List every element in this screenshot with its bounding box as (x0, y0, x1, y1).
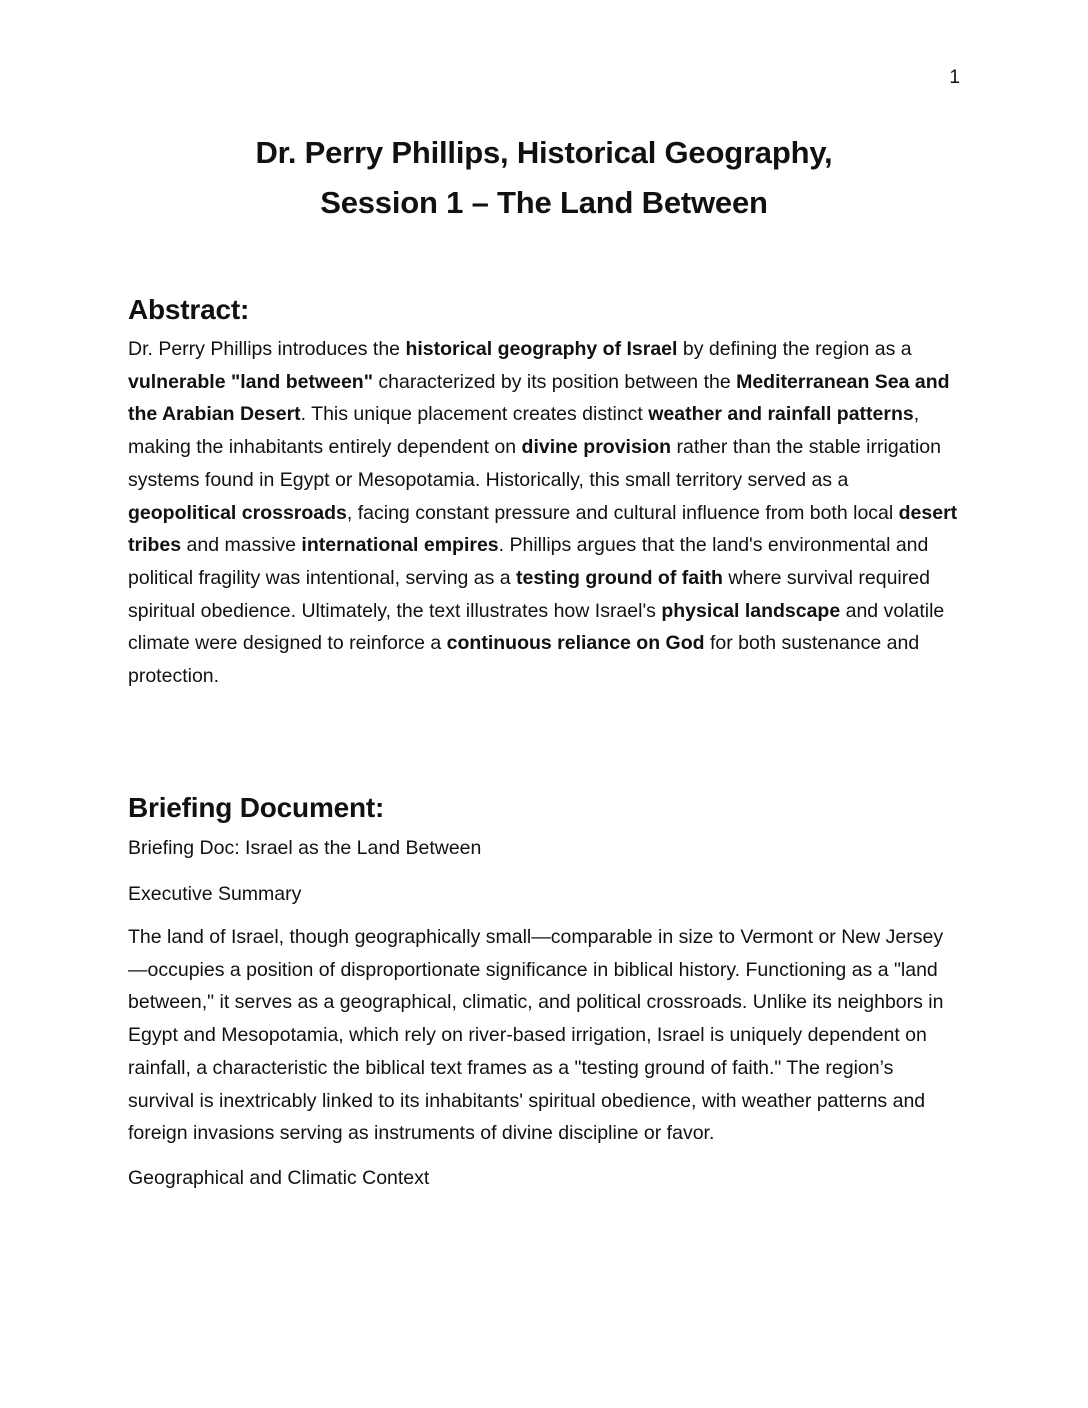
abstract-bold-segment: testing ground of faith (516, 566, 723, 589)
abstract-segment: . This unique placement creates distinct (300, 403, 649, 426)
abstract-bold-segment: divine provision (521, 436, 672, 459)
briefing-section (128, 790, 960, 1192)
geographical-context-heading: Geographical and Climatic Context (128, 1166, 430, 1189)
abstract-bold-segment: weather and rainfall patterns (648, 403, 914, 426)
title-line-2: Session 1 – The Land Between (320, 185, 768, 220)
abstract-bold-segment: Mediterranean Sea and the Arabian Desert (128, 370, 950, 426)
abstract-bold-segment: historical geography of Israel (405, 338, 678, 360)
abstract-segment: for both sustenance and protection. (128, 632, 920, 688)
briefing-heading: Briefing Document: (128, 792, 385, 823)
abstract-bold-segment: vulnerable "land between" (128, 370, 373, 393)
abstract-segment: . Phillips argues that the land's environmental and political fragility was intentional, serving as a (128, 534, 929, 589)
abstract-bold-segment: international empires (301, 534, 499, 557)
abstract-segment: , making the inhabitants entirely dependent on (128, 403, 920, 459)
abstract-segment: rather than the stable irrigation systems found in Egypt or Mesopotamia. Historically, this small territory served as a (128, 436, 941, 491)
abstract-paragraph (128, 333, 960, 693)
abstract-section (128, 292, 960, 693)
document-title (128, 128, 960, 228)
title-line-1: Dr. Perry Phillips, Historical Geography, (255, 135, 833, 170)
abstract-bold-segment: continuous reliance on God (446, 632, 705, 655)
executive-summary-paragraph: The land of Israel, though geographically small—comparable in size to Vermont or New Jersey—occupies a position of disproportionate significance in biblical history. Functioning as a "land between," it serves as a geographical, climatic, and political crossroads. Unlike its neighbors in Egypt and Mesopotamia, which rely on river-based irrigation, Israel is uniquely dependent on rainfall, a characteristic the biblical text frames as a "testing ground of faith." The region’s survival is inextricably linked to its inhabitants' spiritual obedience, with weather patterns and foreign invasions serving as instruments of divine discipline or favor. (128, 926, 944, 1145)
abstract-bold-segment: physical landscape (661, 599, 841, 622)
abstract-segment: , facing constant pressure and cultural influence from both local (346, 501, 899, 524)
abstract-segment: and massive (181, 534, 302, 557)
abstract-segment: Dr. Perry Phillips introduces the (128, 338, 406, 360)
abstract-segment: characterized by its position between the (372, 370, 737, 393)
page-number: 1 (949, 67, 960, 88)
abstract-heading: Abstract: (128, 294, 250, 325)
abstract-segment: by defining the region as a (677, 338, 912, 360)
executive-summary-heading: Executive Summary (128, 883, 302, 905)
abstract-bold-segment: desert tribes (128, 501, 958, 557)
briefing-doc-title: Briefing Doc: Israel as the Land Between (128, 837, 482, 859)
abstract-segment: where survival required spiritual obedience. Ultimately, the text illustrates how Israel's (128, 566, 930, 622)
abstract-bold-segment: geopolitical crossroads (128, 501, 347, 524)
abstract-segment: and volatile climate were designed to reinforce a (128, 599, 945, 655)
